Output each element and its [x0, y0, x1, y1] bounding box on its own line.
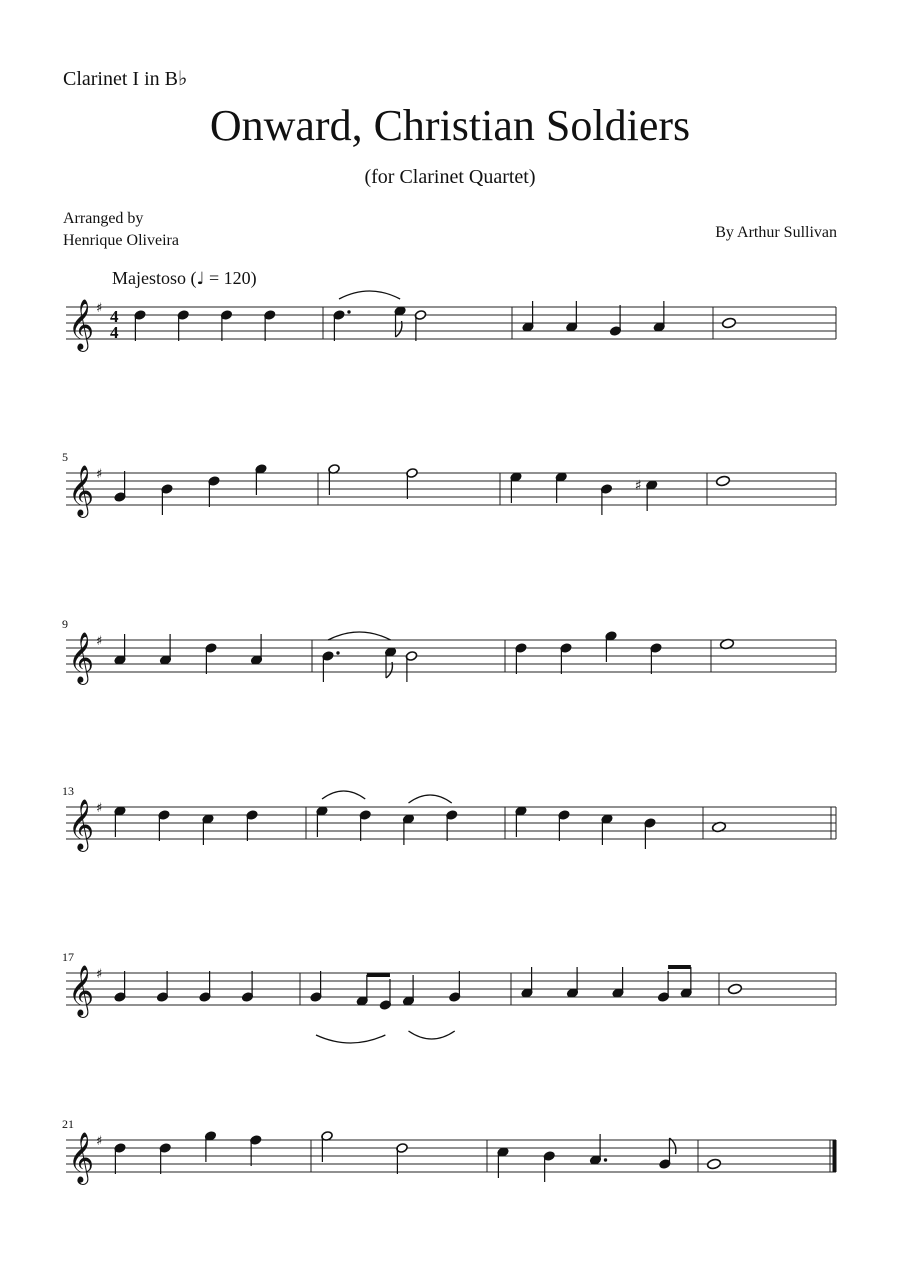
- note-head: [716, 475, 731, 486]
- part-name: Clarinet I in B♭: [63, 68, 188, 90]
- key-signature-sharp-icon: ♯: [96, 467, 103, 482]
- key-signature-sharp-icon: ♯: [96, 634, 103, 649]
- treble-clef-icon: 𝄞: [68, 1132, 95, 1183]
- slur: [328, 632, 391, 640]
- piece-subtitle: (for Clarinet Quartet): [364, 166, 536, 188]
- augmentation-dot: [604, 1158, 607, 1161]
- note-head: [728, 983, 743, 994]
- measure-number: 5: [62, 450, 68, 464]
- treble-clef-icon: 𝄞: [68, 965, 95, 1016]
- piece-title: Onward, Christian Soldiers: [209, 101, 691, 150]
- key-signature-sharp-icon: ♯: [96, 801, 103, 816]
- note-head: [707, 1158, 722, 1169]
- slur: [322, 791, 365, 799]
- measure-number: 9: [62, 617, 68, 631]
- key-signature-sharp-icon: ♯: [96, 967, 103, 982]
- arranger-name: Henrique Oliveira: [63, 232, 179, 249]
- tempo-value: = 120): [204, 268, 257, 288]
- key-signature-sharp-icon: ♯: [96, 1134, 103, 1149]
- augmentation-dot: [336, 651, 339, 654]
- treble-clef-icon: 𝄞: [68, 465, 95, 516]
- note-head: [722, 317, 737, 328]
- quarter-note-icon: ♩: [196, 269, 205, 289]
- slur: [316, 1035, 385, 1043]
- treble-clef-icon: 𝄞: [68, 299, 95, 350]
- measure-number: 13: [62, 784, 74, 798]
- treble-clef-icon: 𝄞: [68, 799, 95, 850]
- arranged-by-label: Arranged by: [63, 210, 144, 227]
- measure-number: 21: [62, 1117, 74, 1131]
- key-signature-sharp-icon: ♯: [96, 301, 103, 316]
- time-signature-top: 4: [110, 307, 119, 326]
- sharp-accidental-icon: ♯: [634, 478, 642, 494]
- tempo-text: Majestoso (: [112, 268, 197, 288]
- time-signature-bottom: 4: [110, 323, 119, 342]
- composer-credit: By Arthur Sullivan: [715, 224, 837, 241]
- slur: [339, 291, 400, 299]
- augmentation-dot: [347, 310, 350, 313]
- treble-clef-icon: 𝄞: [68, 632, 95, 683]
- slur: [409, 1031, 455, 1039]
- slur: [409, 795, 452, 803]
- measure-number: 17: [62, 950, 74, 964]
